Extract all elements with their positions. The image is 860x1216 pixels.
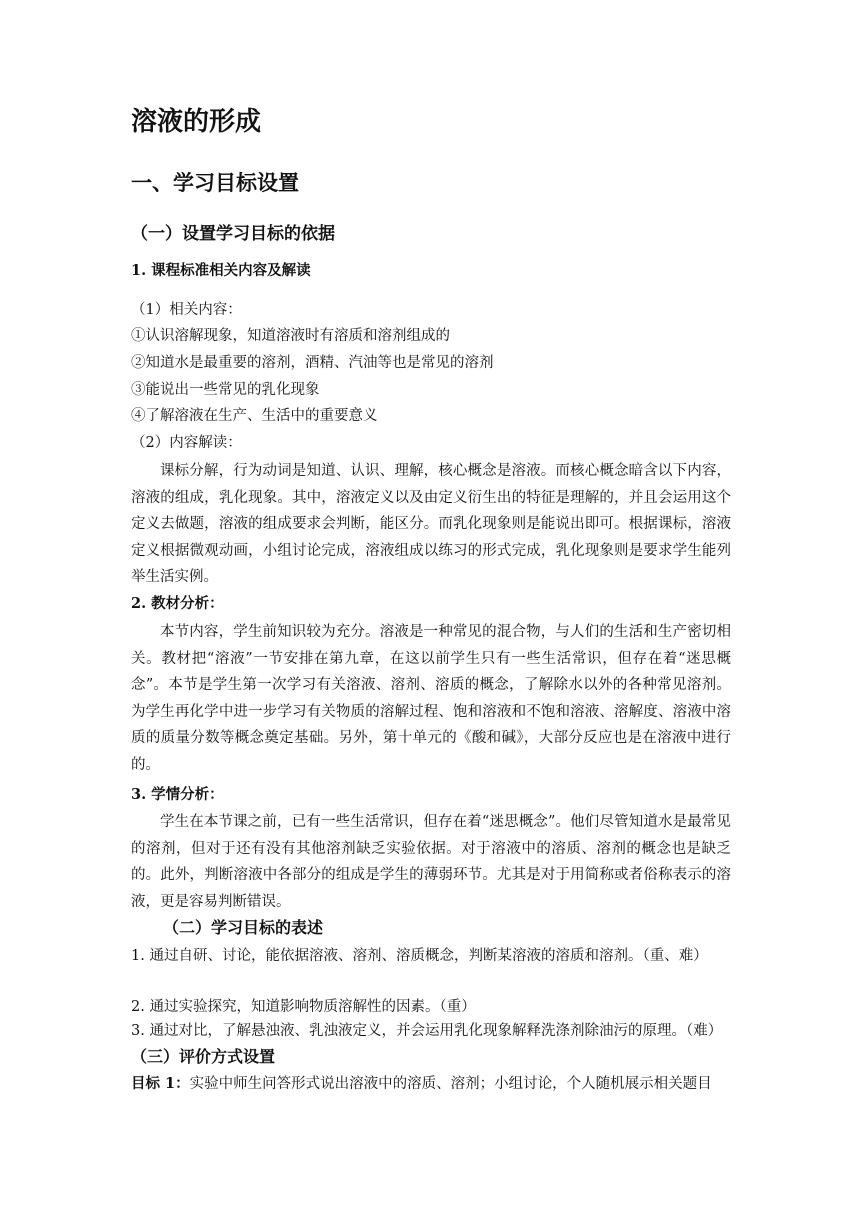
heading-students: 3. 学情分析： — [131, 786, 224, 803]
page-title: 溶液的形成 — [131, 107, 262, 137]
goal-item: 1. 通过自研、讨论，能依据溶液、溶剂、溶质概念，判断某溶液的溶质和溶剂。（重、难） — [131, 948, 708, 964]
textbook-paragraph: 本节内容，学生前知识较为充分。溶液是一种常见的混合物，与人们的生活和生产密切相关。教材把“溶液”一节安排在第九章，在这以前学生只有一些生活常识，但存在着“迷思概念”。本节是学生第一次学习有关溶液、溶剂、溶质的概念，了解除水以外的各种常见溶剂。为学生再化学中进一步学习有关物质的溶解过程、饱和溶液和不饱和溶液、溶解度、溶液中溶质的质量分数等概念奠定基础。另外，第十单元的《酸和碱》，大部分反应也是在溶液中进行的。 — [131, 624, 731, 773]
subsection-heading-3: （三）评价方式设置 — [131, 1047, 276, 1066]
students-paragraph: 学生在本节课之前，已有一些生活常识，但存在着“迷思概念”。他们尽管知道水是最常见的溶剂，但对于还有没有其他溶剂缺乏实验依据。对于溶液中的溶质、溶剂的概念也是缺乏的。此外，判断溶液中各部分的组成是学生的薄弱环节。尤其是对于用简称或者俗称表示的溶液，更是容易判断错误。 — [131, 814, 731, 910]
target-1-label: 目标 1： — [131, 1075, 190, 1092]
subsection-heading-1: （一）设置学习目标的依据 — [131, 224, 335, 244]
list-item: ④了解溶液在生产、生活中的重要意义 — [131, 408, 378, 424]
section-heading-1: 一、学习目标设置 — [131, 170, 299, 195]
list-item: ②知道水是最重要的溶剂，酒精、汽油等也是常见的溶剂 — [131, 355, 494, 371]
goal-item: 2. 通过实验探究，知道影响物质溶解性的因素。（重） — [131, 999, 476, 1015]
interpretation-paragraph: 课标分解，行为动词是知道、认识、理解，核心概念是溶液。而核心概念暗含以下内容，溶液的组成，乳化现象。其中，溶液定义以及由定义衍生出的特征是理解的，并且会运用这个定义去做题，溶液的组成要求会判断，能区分。而乳化现象则是能说出即可。根据课标，溶液定义根据微观动画，小组讨论完成，溶液组成以练习的形式完成，乳化现象则是要求学生能列举生活实例。 — [131, 463, 731, 585]
target-1-line — [131, 1072, 712, 1096]
subsection-heading-2: （二）学习目标的表述 — [163, 918, 324, 937]
related-content-label: （1）相关内容： — [131, 302, 242, 318]
heading-textbook: 2. 教材分析： — [131, 595, 224, 612]
target-1-text: 实验中师生问答形式说出溶液中的溶质、溶剂；小组讨论，个人随机展示相关题目 — [189, 1076, 712, 1092]
goal-item: 3. 通过对比，了解悬浊液、乳浊液定义，并会运用乳化现象解释洗涤剂除油污的原理。（难） — [131, 1023, 723, 1039]
interpretation-label: （2）内容解读： — [131, 435, 242, 451]
list-item: ③能说出一些常见的乳化现象 — [131, 382, 320, 398]
list-item: ①认识溶解现象，知道溶液时有溶质和溶剂组成的 — [131, 328, 450, 344]
heading-curriculum: 1. 课程标准相关内容及解读 — [131, 262, 311, 279]
